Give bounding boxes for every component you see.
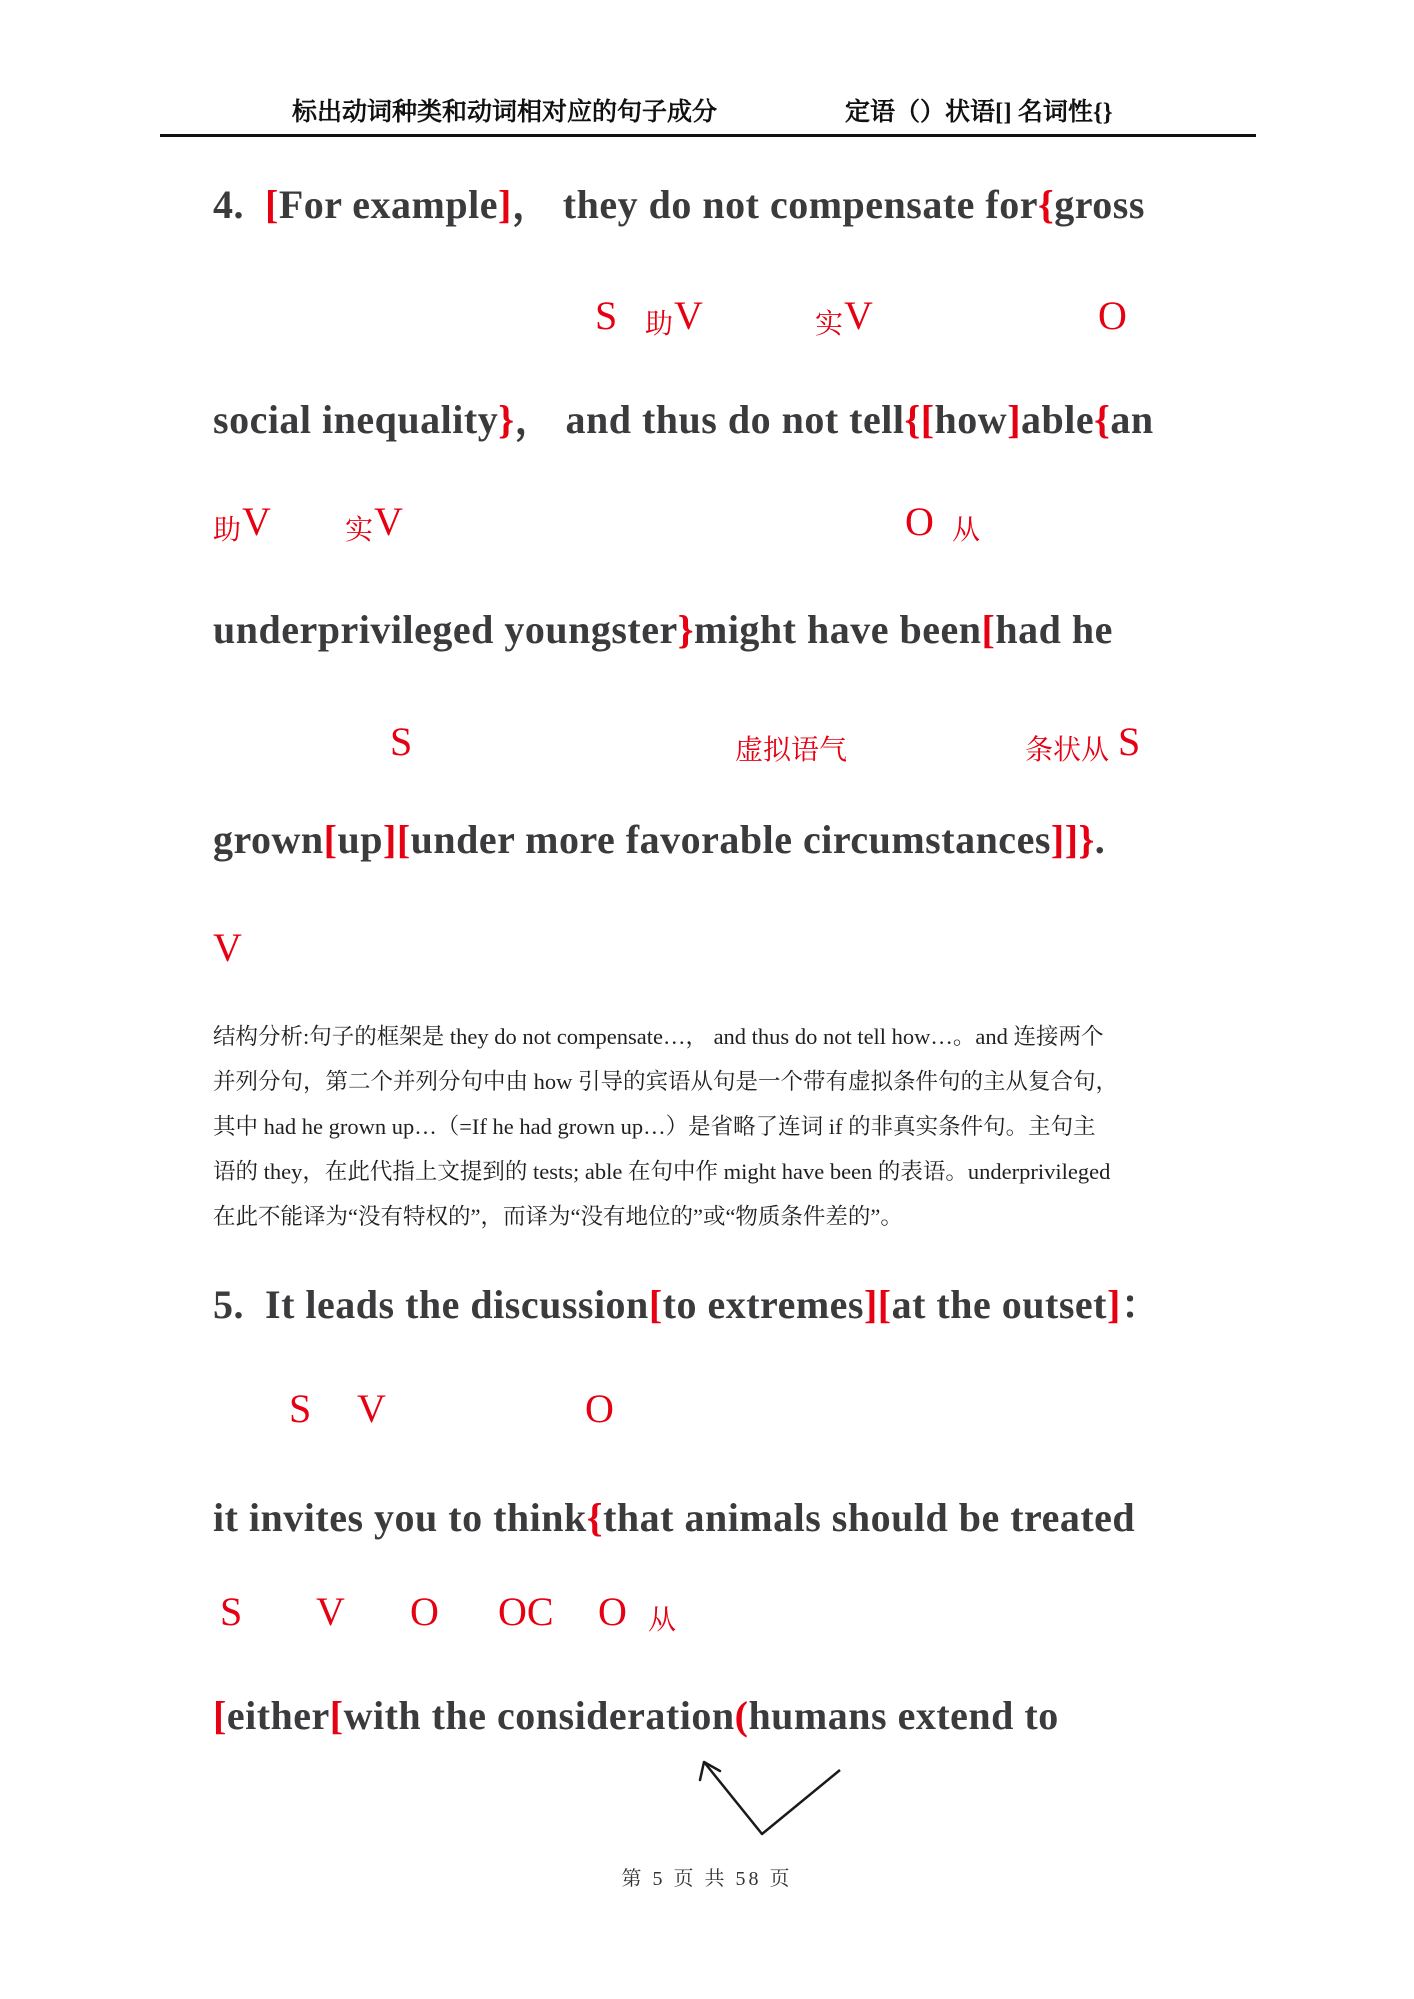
text-segment: either	[226, 1693, 330, 1738]
red-bracket: [	[323, 817, 338, 862]
text-segment: grown	[213, 817, 324, 862]
red-bracket: (	[734, 1693, 749, 1738]
text-segment: up	[337, 817, 383, 862]
analysis-line: 在此不能译为“没有特权的”，而译为“没有地位的”或“物质条件差的”。	[213, 1204, 903, 1229]
grammar-label-clause: 从	[648, 1605, 677, 1636]
grammar-label-s: S	[390, 719, 413, 764]
text-segment: it invites you to think	[213, 1495, 587, 1540]
header-rule	[160, 134, 1256, 137]
sentence-4-line-1	[213, 183, 1145, 227]
text-segment: to extremes	[662, 1282, 864, 1327]
red-bracket: ]	[1007, 397, 1022, 442]
analysis-line: 其中 had he grown up…（=If he had grown up…）是省略了连词 if 的非真实条件句。主句主	[213, 1114, 1096, 1139]
grammar-annotation-line-1	[0, 292, 1414, 342]
text-segment: under more favorable circumstances	[410, 817, 1051, 862]
text-segment: might have been	[694, 607, 982, 652]
red-bracket: }	[498, 397, 515, 442]
red-bracket: ][	[383, 817, 411, 862]
grammar-annotation-line-2	[0, 498, 1414, 548]
grammar-label-o: O	[598, 1589, 627, 1634]
grammar-label-o: O	[905, 499, 934, 544]
text-segment: ， and thus do not tell	[514, 397, 905, 442]
red-bracket: ]]}	[1050, 817, 1095, 862]
grammar-label-aux: 助	[645, 309, 674, 340]
red-bracket: [	[648, 1282, 663, 1327]
red-bracket: {	[1037, 182, 1055, 227]
grammar-label-clause: 从	[952, 515, 981, 546]
sentence-4-line-3	[213, 608, 1113, 652]
grammar-annotation-line-3	[0, 718, 1414, 768]
grammar-label-v: V	[316, 1589, 345, 1634]
red-bracket: [	[329, 1693, 344, 1738]
grammar-label-s: S	[595, 293, 618, 338]
sentence-4-line-2	[213, 398, 1154, 442]
text-segment: had he	[995, 607, 1113, 652]
analysis-line: 语的 they，在此代指上文提到的 tests; able 在句中作 might have been 的表语。underprivileged	[213, 1159, 1111, 1184]
red-bracket: [	[981, 607, 996, 652]
grammar-label-v: V	[844, 293, 873, 338]
grammar-label-main: 实	[345, 515, 374, 546]
grammar-label-v: V	[242, 499, 271, 544]
red-bracket: {[	[904, 397, 935, 442]
grammar-label-s: S	[1118, 719, 1141, 764]
grammar-label-o: O	[410, 1589, 439, 1634]
text-segment: ：	[1120, 1282, 1162, 1327]
structure-analysis-paragraph	[213, 1014, 1258, 1239]
sentence-5-line-3	[213, 1694, 1059, 1738]
grammar-label-o: O	[585, 1386, 614, 1431]
text-segment: .	[1094, 817, 1106, 862]
red-bracket: ]	[497, 182, 512, 227]
text-segment: gross	[1054, 182, 1145, 227]
red-bracket: {	[1094, 397, 1111, 442]
header-legend: 定语（）状语[] 名词性{}	[845, 99, 1113, 126]
sentence-5-line-1	[213, 1283, 1161, 1327]
grammar-annotation-line-5	[0, 1385, 1414, 1435]
analysis-line: 并列分句，第二个并列分句中由 how 引导的宾语从句是一个带有虚拟条件句的主从复合句，	[213, 1069, 1119, 1094]
text-segment: an	[1110, 397, 1154, 442]
text-segment: that animals should be treated	[603, 1495, 1136, 1540]
text-segment: 5. It leads the discussion	[213, 1282, 649, 1327]
annotation-arrow-icon	[680, 1750, 855, 1845]
text-segment: For example	[278, 182, 498, 227]
grammar-label-conditional-clause: 条状从	[1025, 735, 1110, 766]
red-bracket: [	[265, 182, 279, 227]
grammar-label-main: 实	[815, 309, 844, 340]
analysis-line: 结构分析:句子的框架是 they do not compensate…， and thus do not tell how…。and 连接两个	[213, 1024, 1104, 1049]
grammar-label-v: V	[357, 1386, 386, 1431]
text-segment: social inequality	[213, 397, 499, 442]
red-bracket: ]	[1106, 1282, 1121, 1327]
grammar-label-s: S	[289, 1386, 312, 1431]
grammar-label-v: V	[213, 925, 242, 970]
grammar-label-v: V	[674, 293, 703, 338]
grammar-label-s: S	[220, 1589, 243, 1634]
page-footer: 第 5 页 共 58 页	[621, 1868, 793, 1890]
grammar-label-aux: 助	[213, 515, 242, 546]
text-segment: ， they do not compensate for	[511, 182, 1038, 227]
header-left-title: 标出动词种类和动词相对应的句子成分	[292, 99, 718, 126]
text-segment: able	[1021, 397, 1095, 442]
sentence-4-line-4	[213, 818, 1105, 862]
text-segment: humans extend to	[748, 1693, 1059, 1738]
grammar-annotation-line-6	[0, 1588, 1414, 1638]
red-bracket: {	[586, 1495, 604, 1540]
text-segment: at the outset	[891, 1282, 1107, 1327]
text-segment: underprivileged youngster	[213, 607, 678, 652]
text-segment: with the consideration	[343, 1693, 735, 1738]
text-segment: 4.	[213, 182, 265, 227]
red-bracket: [	[213, 1693, 227, 1738]
grammar-label-o: O	[1098, 293, 1127, 338]
grammar-label-subjunctive: 虚拟语气	[735, 735, 848, 766]
grammar-label-v: V	[374, 499, 403, 544]
text-segment: how	[934, 397, 1008, 442]
sentence-5-line-2	[213, 1496, 1135, 1540]
grammar-annotation-line-4	[0, 924, 1414, 974]
red-bracket: }	[677, 607, 694, 652]
grammar-label-oc: OC	[498, 1589, 554, 1634]
red-bracket: ][	[863, 1282, 892, 1327]
